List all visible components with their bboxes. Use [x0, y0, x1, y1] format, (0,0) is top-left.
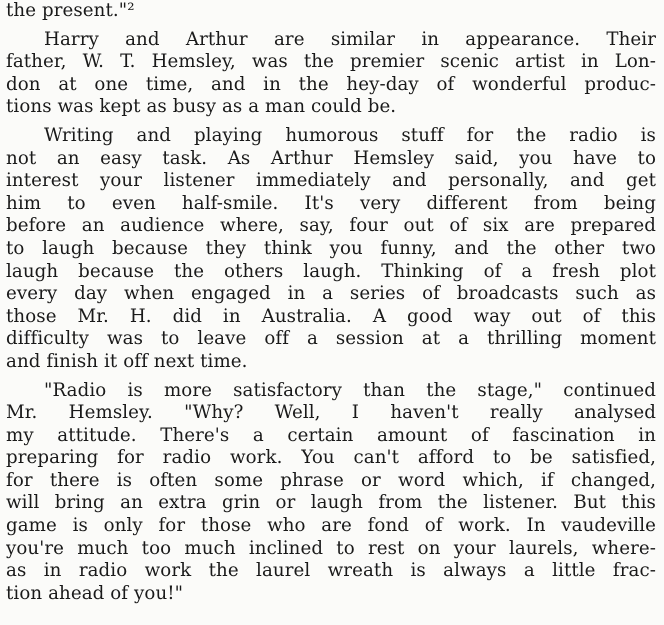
text-line: those Mr. H. did in Australia. A good way out of this	[6, 305, 656, 327]
text-line: interest your listener immediately and personally, and get	[6, 170, 656, 192]
text-line: and finish it off next time.	[6, 350, 248, 372]
text-line: the present."²	[6, 0, 135, 21]
text-line: tions was kept as busy as a man could be.	[6, 96, 397, 118]
text-line: not an easy task. As Arthur Hemsley said, you have to	[6, 147, 656, 169]
text-line: Mr. Hemsley. "Why? Well, I haven't really analysed	[6, 402, 656, 424]
text-line: you're much too much inclined to rest on your laurels, where-	[6, 537, 656, 559]
text-line: every day when engaged in a series of broadcasts such as	[6, 283, 656, 305]
text-line: "Radio is more satisfactory than the stage," continued	[44, 379, 656, 401]
text-line: don at one time, and in the hey-day of wonderful produc-	[6, 73, 656, 95]
text-line: laugh because the others laugh. Thinking of a fresh plot	[6, 260, 656, 282]
text-line: before an audience where, say, four out of six are prepared	[6, 215, 656, 237]
text-line: preparing for radio work. You can't afford to be satisfied,	[6, 447, 656, 469]
paragraph-writing-for-radio	[6, 125, 656, 374]
paragraph-radio-vs-stage	[6, 380, 656, 606]
text-line: for there is often some phrase or word which, if changed,	[6, 469, 656, 491]
text-line: Writing and playing humorous stuff for the radio is	[44, 124, 656, 146]
text-line: tion ahead of you!"	[6, 582, 184, 604]
paragraph-appearance	[6, 29, 656, 119]
text-line: as in radio work the laurel wreath is always a little frac-	[6, 560, 656, 582]
text-line: father, W. T. Hemsley, was the premier scenic artist in Lon-	[6, 51, 656, 73]
text-line: him to even half-smile. It's very different from being	[6, 192, 656, 214]
text-line: to laugh because they think you funny, and the other two	[6, 237, 656, 259]
text-line: my attitude. There's a certain amount of fascination in	[6, 424, 656, 446]
text-line: difficulty was to leave off a session at a thrilling moment	[6, 328, 656, 350]
article-column	[6, 0, 656, 605]
text-line: will bring an extra grin or laugh from the listener. But this	[6, 492, 656, 514]
paragraph-opening	[6, 0, 656, 23]
text-line: Harry and Arthur are similar in appearance. Their	[44, 28, 656, 50]
text-line: game is only for those who are fond of work. In vaudeville	[6, 515, 656, 537]
